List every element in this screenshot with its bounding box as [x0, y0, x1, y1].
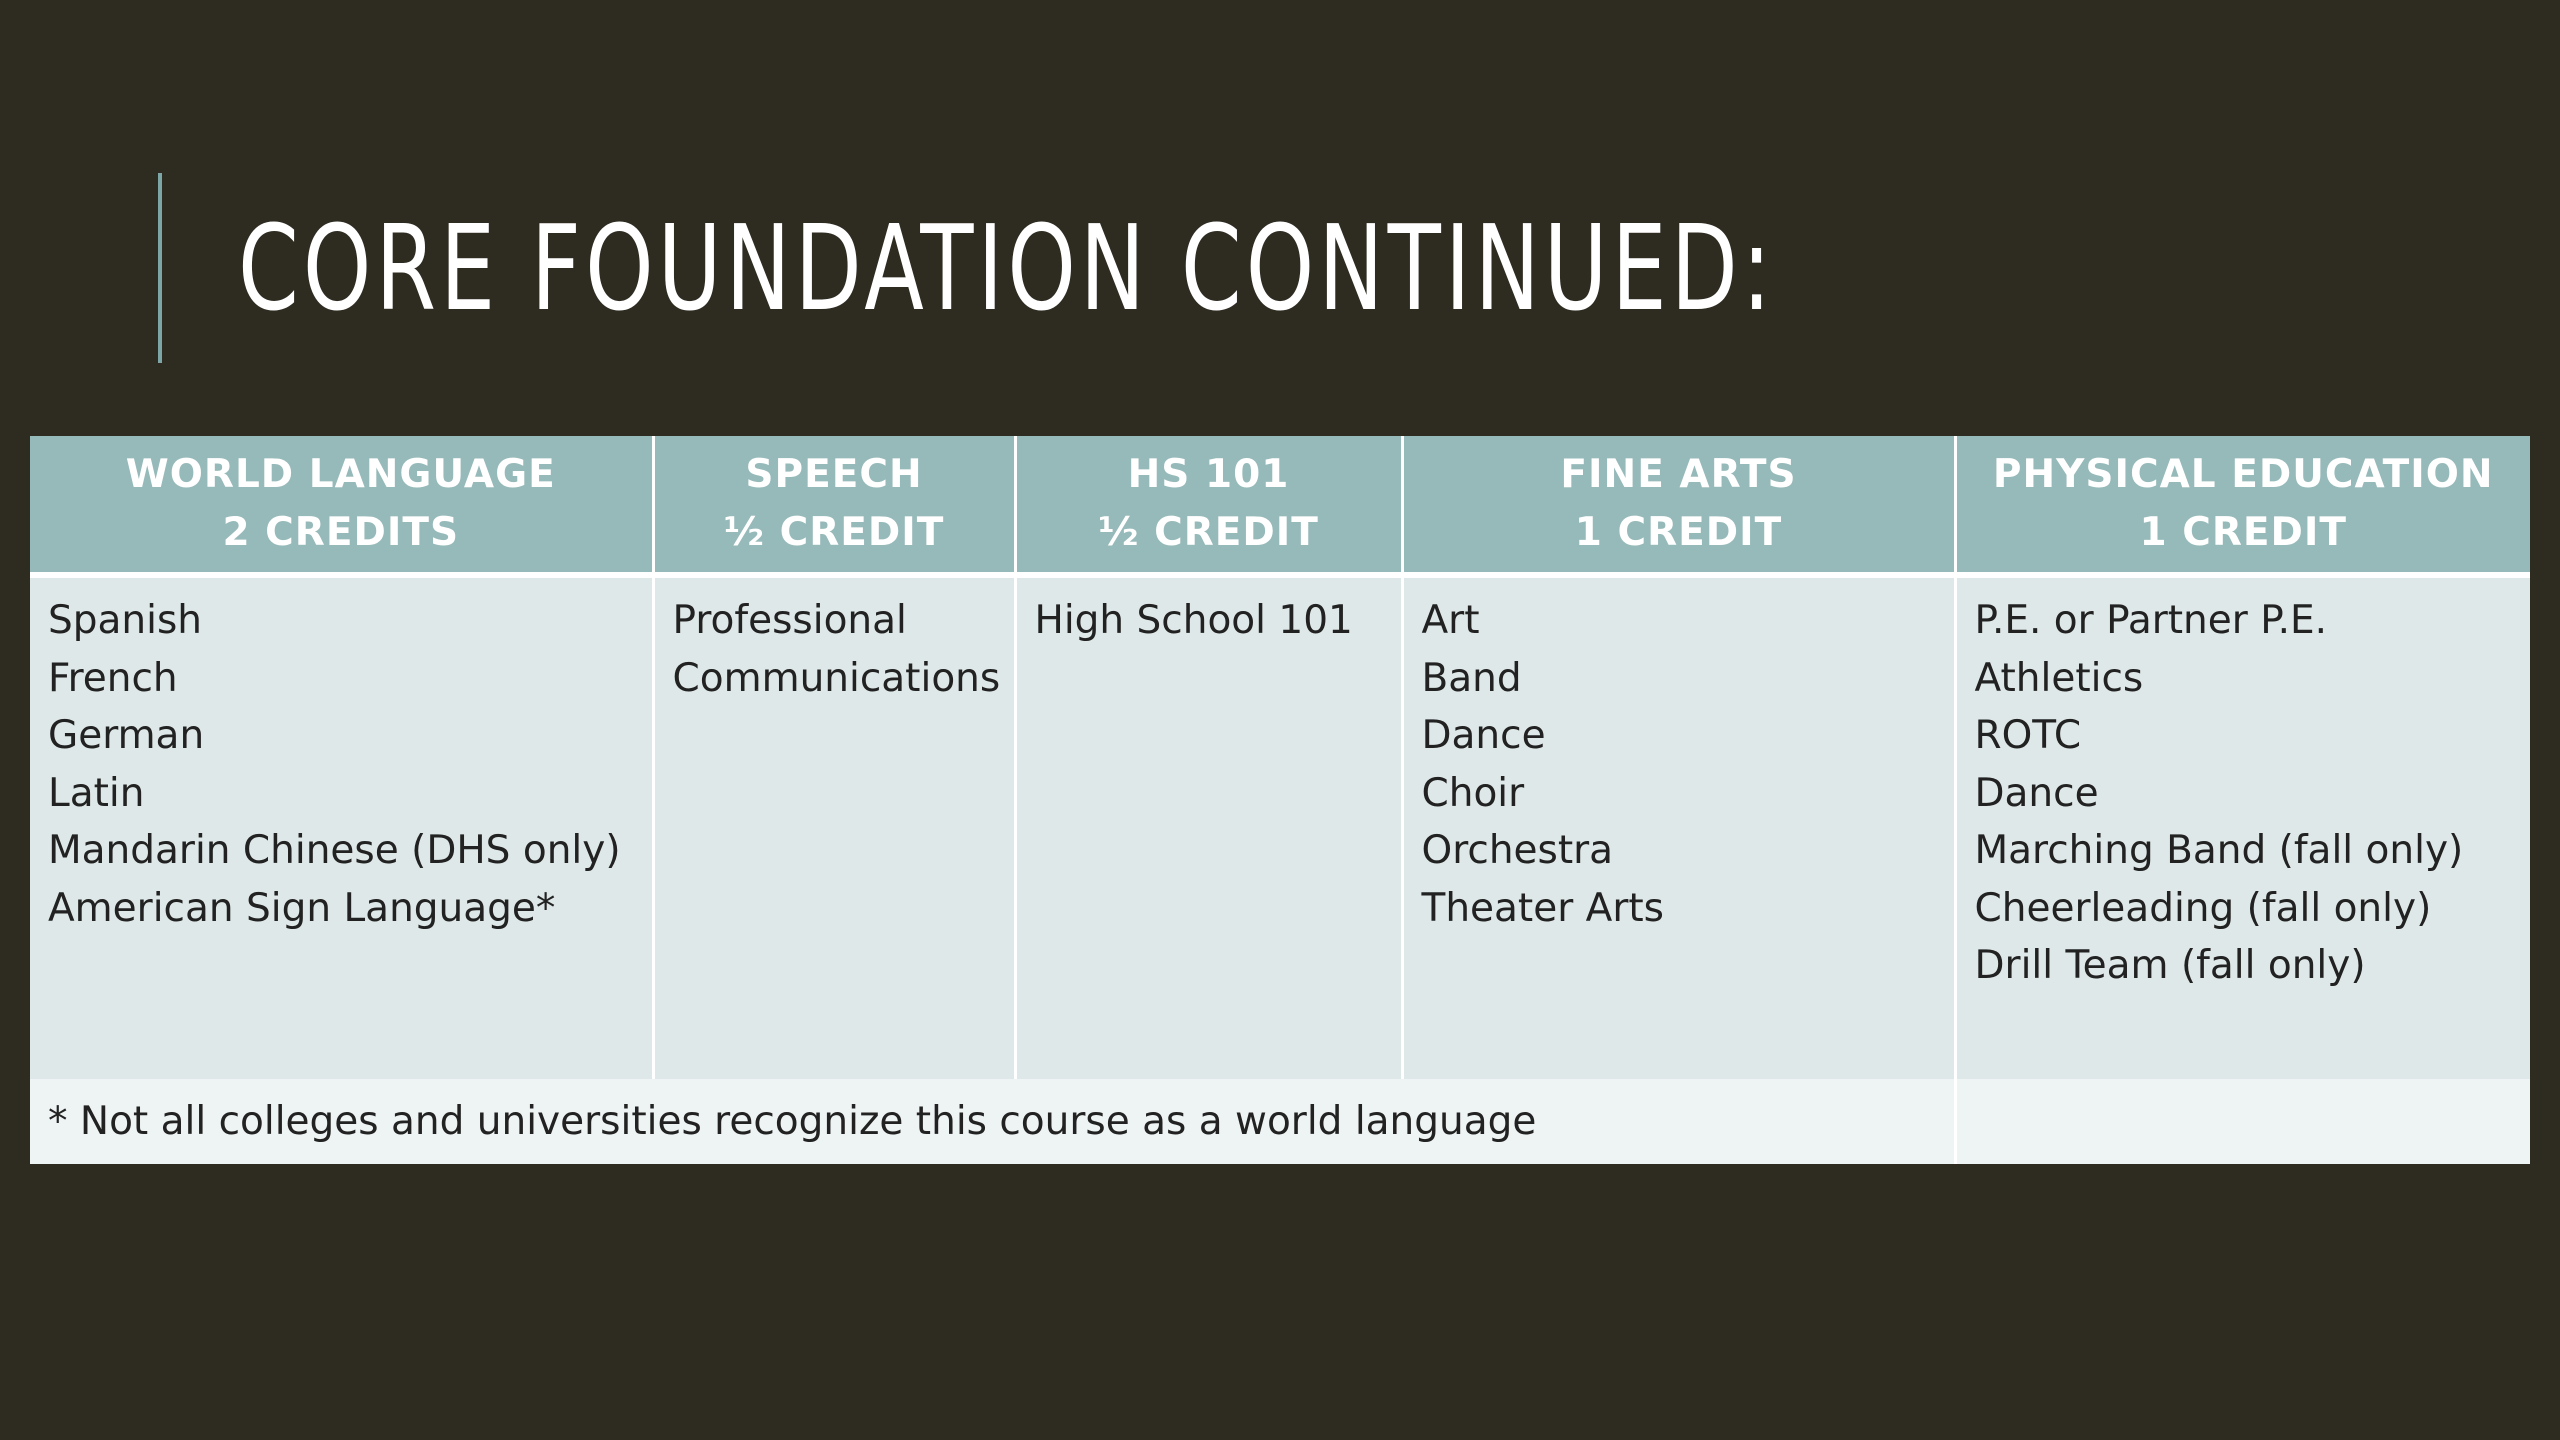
footnote-row	[30, 1079, 2530, 1164]
speech-cell	[653, 575, 1015, 1079]
course-table-container	[30, 436, 2530, 1164]
physical-education-cell	[1955, 575, 2530, 1079]
course-table	[30, 436, 2530, 1164]
list-item: Dance	[1974, 770, 2099, 816]
column-header-hs101	[1015, 436, 1402, 575]
footnote-empty-cell	[1955, 1079, 2530, 1164]
list-item: Art	[1421, 598, 1480, 643]
list-item: Mandarin Chinese (DHS only)	[48, 828, 621, 873]
column-header-fine-arts	[1402, 436, 1955, 575]
title-accent-bar	[158, 173, 162, 363]
header-credits: 2 CREDITS	[222, 510, 460, 555]
list-item: ROTC	[1974, 713, 2082, 758]
list-item: American Sign Language*	[48, 885, 556, 931]
list-item: Athletics	[1974, 655, 2144, 701]
list-item: Choir	[1421, 770, 1525, 816]
table-body-row	[30, 575, 2530, 1079]
list-item: Professional	[672, 598, 907, 643]
list-item: Marching Band (fall only)	[1974, 828, 2464, 873]
column-header-world-language	[30, 436, 653, 575]
hs101-cell	[1015, 575, 1402, 1079]
header-title: WORLD LANGUAGE	[125, 452, 556, 497]
header-title: PHYSICAL EDUCATION	[1992, 452, 2494, 497]
list-item: German	[48, 713, 205, 758]
world-language-cell	[30, 575, 653, 1079]
list-item: High School 101	[1034, 598, 1353, 643]
header-title: FINE ARTS	[1560, 452, 1797, 497]
fine-arts-cell	[1402, 575, 1955, 1079]
header-credits: 1 CREDIT	[2139, 510, 2347, 555]
list-item: Orchestra	[1421, 828, 1614, 873]
list-item: Communications	[672, 655, 1001, 701]
column-header-physical-education	[1955, 436, 2530, 575]
list-item: Spanish	[48, 598, 203, 643]
header-credits: 1 CREDIT	[1574, 510, 1783, 555]
list-item: Band	[1421, 655, 1522, 701]
slide-title: CORE FOUNDATION CONTINUED:	[238, 199, 1776, 337]
list-item: Cheerleading (fall only)	[1974, 885, 2432, 931]
header-credits: ½ CREDIT	[723, 510, 945, 555]
list-item: French	[48, 655, 178, 701]
header-title: SPEECH	[745, 452, 923, 497]
column-header-speech	[653, 436, 1015, 575]
list-item: Dance	[1421, 713, 1546, 758]
list-item: Drill Team (fall only)	[1974, 943, 2366, 988]
footnote: * Not all colleges and universities recognize this course as a world language	[30, 1079, 1955, 1164]
table-header-row	[30, 436, 2530, 575]
list-item: Latin	[48, 770, 145, 816]
list-item: Theater Arts	[1421, 885, 1664, 931]
header-credits: ½ CREDIT	[1098, 510, 1319, 555]
header-title: HS 101	[1127, 452, 1290, 497]
list-item: P.E. or Partner P.E.	[1974, 598, 2328, 643]
